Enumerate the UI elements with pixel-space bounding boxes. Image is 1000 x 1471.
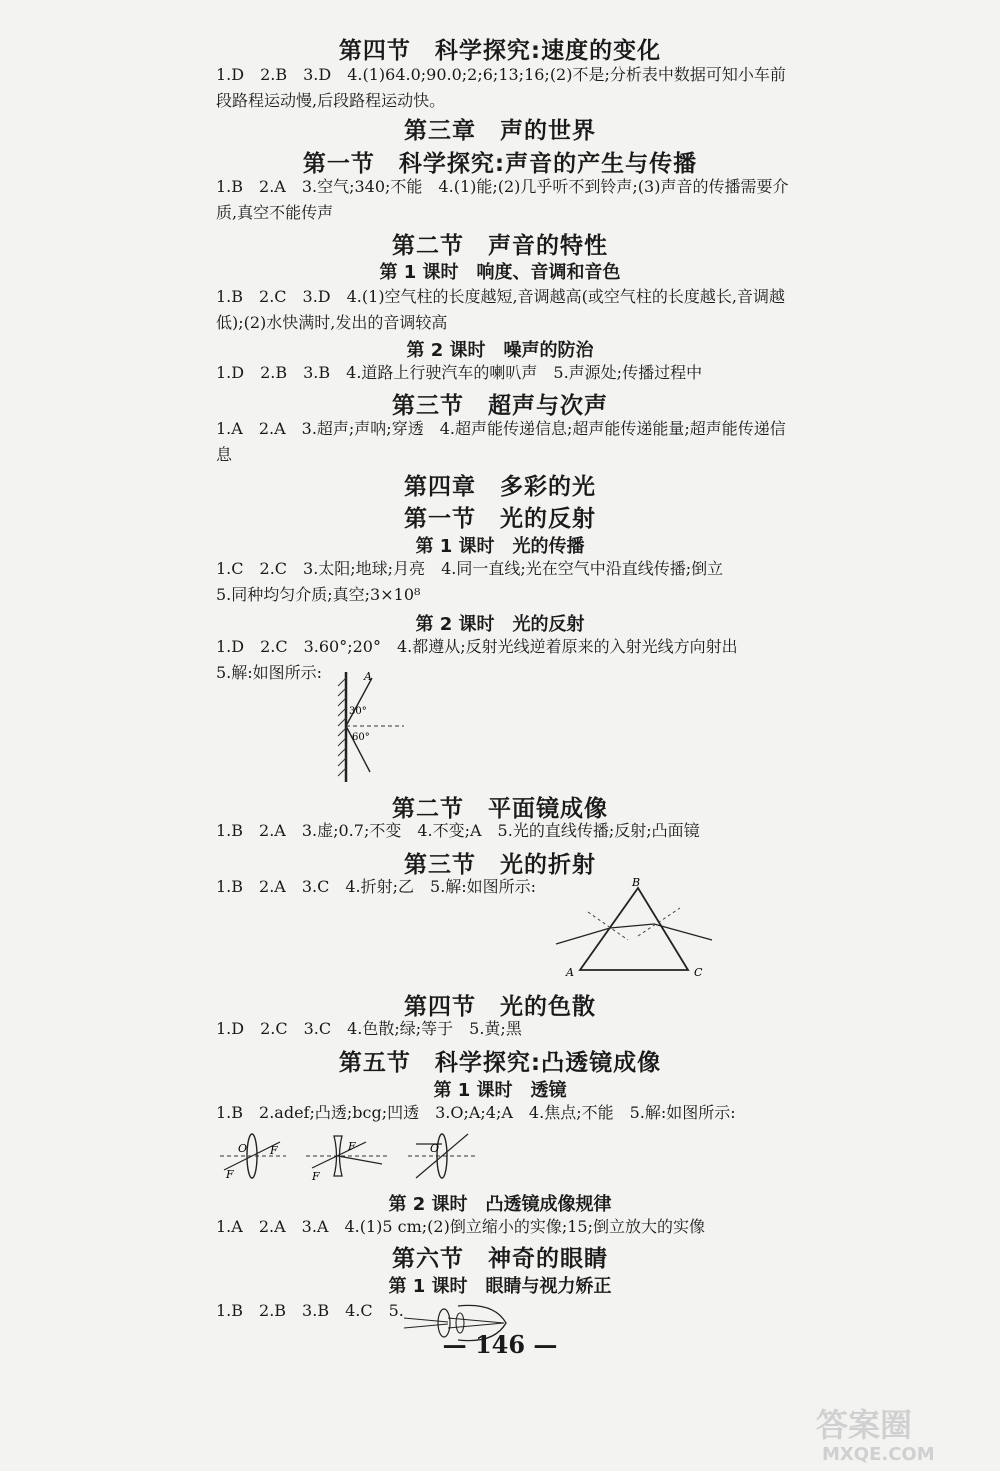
concave-lens-diagram (306, 1136, 388, 1183)
vertex-a-label: A (566, 966, 574, 979)
section-heading: 第四节 科学探究:速度的变化 (338, 38, 662, 64)
section-heading: 第一节 光的反射 (404, 506, 596, 532)
incident-ray (346, 678, 372, 726)
lesson-heading: 第 2 课时 噪声的防治 (406, 340, 594, 361)
section-heading: 第三节 光的折射 (404, 852, 596, 878)
lens-label: F (270, 1144, 278, 1157)
answer-text: 1.D 2.C 3.C 4.色散;绿;等于 5.黄;黑 (216, 1019, 522, 1038)
svg-text:答案圈: 答案圈 (816, 1406, 913, 1444)
answer-text: 5.解:如图所示: (216, 663, 323, 682)
answer-text: 1.B 2.adef;凸透;bcg;凹透 3.O;A;4;A 4.焦点;不能 5.解:如图所示: (216, 1103, 736, 1122)
lesson-heading: 第 1 课时 响度、音调和音色 (379, 262, 621, 283)
lesson-heading: 第 2 课时 光的反射 (415, 614, 585, 635)
answer-text: 1.C 2.C 3.太阳;地球;月亮 4.同一直线;光在空气中沿直线传播;倒立 (216, 559, 724, 578)
answer-text: 1.A 2.A 3.A 4.(1)5 cm;(2)倒立缩小的实像;15;倒立放大的实像 (216, 1217, 705, 1236)
section-heading: 第四节 光的色散 (404, 994, 596, 1020)
emergent-ray (654, 924, 712, 940)
lens-label: F (348, 1140, 356, 1153)
answer-text: 5.同种均匀介质;真空;3×10⁸ (216, 585, 421, 604)
answer-text: 1.B 2.A 3.空气;340;不能 4.(1)能;(2)几乎听不到铃声;(3)声音的传播需要介质,真空不能传声 (216, 177, 789, 222)
lesson-heading: 第 1 课时 光的传播 (415, 536, 585, 557)
reflection-figure (330, 668, 410, 788)
lens-label: O (238, 1142, 248, 1155)
incident-ray (556, 928, 610, 944)
section-heading: 第一节 科学探究:声音的产生与传播 (302, 151, 698, 177)
lesson-heading: 第 2 课时 凸透镜成像规律 (388, 1194, 612, 1215)
svg-text:MXQE.COM: MXQE.COM (822, 1444, 935, 1464)
section-heading: 第六节 神奇的眼睛 (392, 1246, 608, 1272)
answer-text: 1.B 2.C 3.D 4.(1)空气柱的长度越短,音调越高(或空气柱的长度越长,音调越低);(2)水快满时,发出的音调较高 (216, 287, 785, 332)
chapter-heading: 第三章 声的世界 (404, 118, 596, 144)
angle-label: 60° (352, 732, 370, 743)
answer-text: 1.B 2.A 3.虚;0.7;不变 4.不变;A 5.光的直线传播;反射;凸面镜 (216, 821, 700, 840)
answer-text: 1.D 2.B 3.D 4.(1)64.0;90.0;2;6;13;16;(2)不是;分析表中数据可知小车前段路程运动慢,后段路程运动快。 (216, 65, 786, 110)
answer-text: 1.A 2.A 3.超声;声呐;穿透 4.超声能传递信息;超声能传递能量;超声能传递信息 (216, 419, 786, 464)
vertex-b-label: B (632, 876, 641, 889)
section-heading: 第二节 声音的特性 (392, 233, 608, 259)
angle-label: 30° (349, 706, 367, 717)
lens-figures (216, 1128, 486, 1186)
normal-line (638, 908, 680, 936)
prism-figure (548, 876, 718, 980)
answer-text: 1.D 2.C 3.60°;20° 4.都遵从;反射光线逆着原来的入射光线方向射出 (216, 637, 738, 656)
convex-lens-diagram (408, 1134, 478, 1178)
watermark-logo (806, 1400, 976, 1464)
page-number: — 146 — (442, 1330, 558, 1359)
answer-text: 1.B 2.B 3.B 4.C 5. (216, 1301, 404, 1320)
normal-line (588, 912, 628, 940)
lesson-heading: 第 1 课时 透镜 (433, 1080, 567, 1101)
convex-lens-diagram (220, 1134, 286, 1181)
answer-text: 1.D 2.B 3.B 4.道路上行驶汽车的喇叭声 5.声源处;传播过程中 (216, 363, 703, 382)
lens-label: F (312, 1170, 320, 1183)
point-a-label: A (364, 670, 372, 683)
vertex-c-label: C (694, 966, 703, 979)
lens-label: O (430, 1142, 440, 1155)
section-heading: 第二节 平面镜成像 (392, 796, 608, 822)
lens-label: F (226, 1168, 234, 1181)
chapter-heading: 第四章 多彩的光 (404, 474, 596, 500)
lesson-heading: 第 1 课时 眼睛与视力矫正 (388, 1276, 612, 1297)
section-heading: 第三节 超声与次声 (392, 393, 608, 419)
answer-text: 1.B 2.A 3.C 4.折射;乙 5.解:如图所示: (216, 877, 537, 896)
refracted-ray (610, 924, 654, 928)
section-heading: 第五节 科学探究:凸透镜成像 (338, 1050, 662, 1076)
